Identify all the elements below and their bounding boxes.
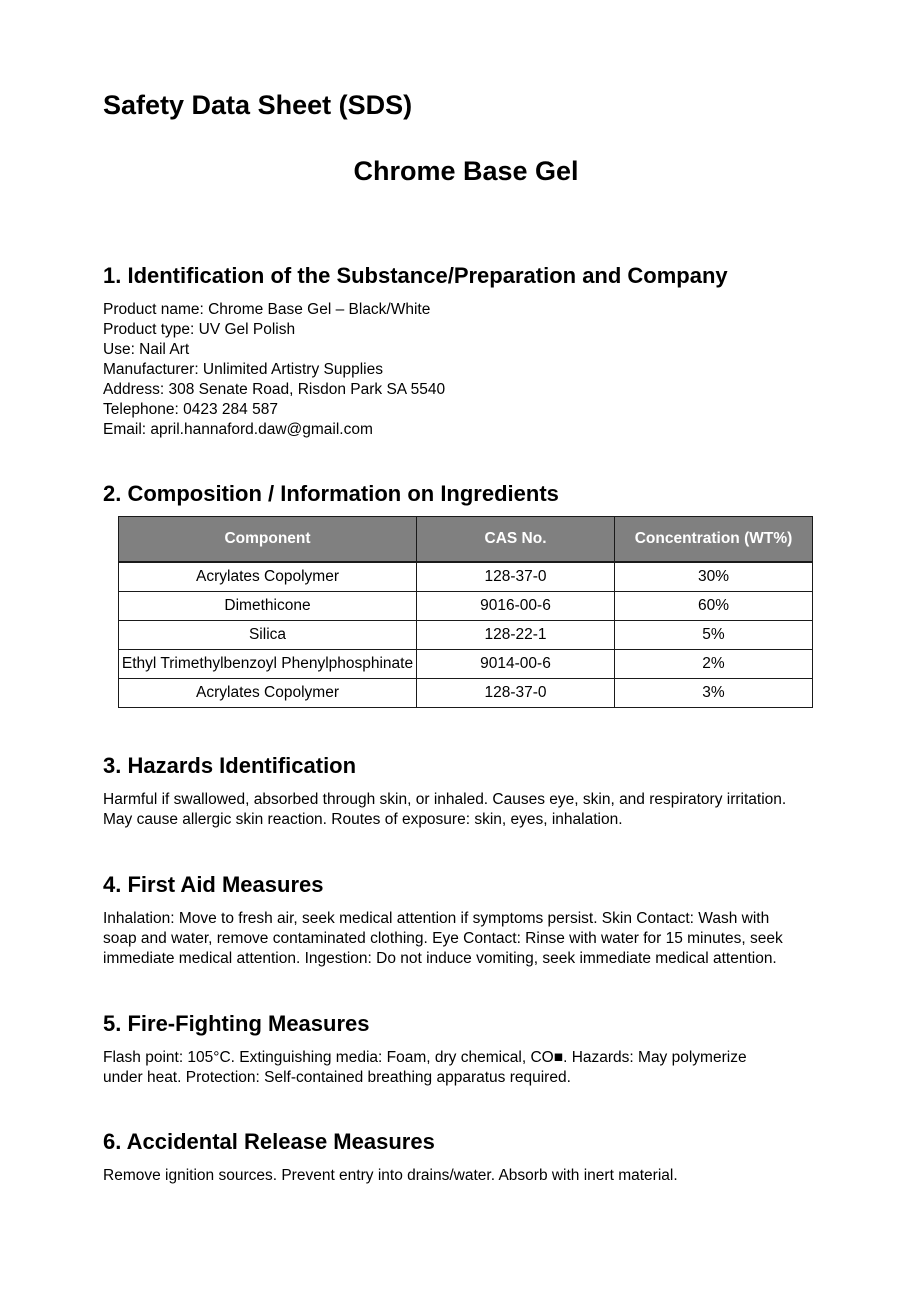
email-line: Email: april.hannaford.daw@gmail.com [103,421,373,438]
component-cell: Dimethicone [119,592,417,621]
text-line: Remove ignition sources. Prevent entry into drains/water. Absorb with inert material. [103,1167,678,1184]
ingredients-table [118,516,813,708]
product-type-line: Product type: UV Gel Polish [103,321,296,338]
accidental-release-text [103,1166,843,1186]
concentration-cell: 5% [615,621,813,650]
table-row [119,679,813,708]
first-aid-text [103,909,843,969]
use-line: Use: Nail Art [103,341,190,358]
column-header-cas: CAS No. [417,517,615,562]
table-row [119,621,813,650]
cas-cell: 128-37-0 [417,563,615,592]
section-heading: 6. Accidental Release Measures [103,1129,435,1154]
text-line: soap and water, remove contaminated clothing. Eye Contact: Rinse with water for 15 minutes, seek [103,930,783,947]
section-heading: 5. Fire-Fighting Measures [103,1011,370,1036]
manufacturer-line: Manufacturer: Unlimited Artistry Supplies [103,361,383,378]
component-cell-text: Ethyl Trimethylbenzoyl Phenylphosphinate [121,655,414,672]
text-line: immediate medical attention. Ingestion: Do not induce vomiting, seek immediate medical attention. [103,950,777,967]
cas-cell: 9016-00-6 [417,592,615,621]
concentration-cell: 3% [615,679,813,708]
section-identification [103,263,843,440]
fire-fighting-text [103,1048,843,1088]
section-heading: 3. Hazards Identification [103,753,357,778]
text-line: May cause allergic skin reaction. Routes of exposure: skin, eyes, inhalation. [103,811,623,828]
section-hazards [103,753,843,830]
identification-details [103,300,843,440]
document-title: Safety Data Sheet (SDS) [103,90,413,120]
section-heading: 4. First Aid Measures [103,872,324,897]
telephone-line: Telephone: 0423 284 587 [103,401,278,418]
product-name-line: Product name: Chrome Base Gel – Black/White [103,301,431,318]
table-row [119,592,813,621]
section-first-aid [103,872,843,969]
text-line: Harmful if swallowed, absorbed through skin, or inhaled. Causes eye, skin, and respiratory irritation. [103,791,787,808]
text-line: Flash point: 105°C. Extinguishing media: Foam, dry chemical, CO■. Hazards: May polymerize [103,1049,747,1066]
section-composition [103,481,843,507]
column-header-component: Component [119,517,417,562]
section-heading: 2. Composition / Information on Ingredients [103,481,559,506]
table-header-row [119,517,813,562]
cas-cell: 128-22-1 [417,621,615,650]
text-line: under heat. Protection: Self-contained breathing apparatus required. [103,1069,571,1086]
cas-cell: 9014-00-6 [417,650,615,679]
section-heading: 1. Identification of the Substance/Preparation and Company [103,263,728,288]
table-row [119,563,813,592]
component-cell: Silica [119,621,417,650]
concentration-cell: 2% [615,650,813,679]
component-cell: Acrylates Copolymer [119,679,417,708]
table-row [119,650,813,679]
address-line: Address: 308 Senate Road, Risdon Park SA 5540 [103,381,446,398]
component-cell [119,650,417,679]
hazards-text [103,790,843,830]
component-cell: Acrylates Copolymer [119,563,417,592]
concentration-cell: 30% [615,563,813,592]
section-accidental-release [103,1129,843,1186]
concentration-cell: 60% [615,592,813,621]
cas-cell: 128-37-0 [417,679,615,708]
section-fire-fighting [103,1011,843,1088]
product-title: Chrome Base Gel [353,156,579,186]
column-header-concentration: Concentration (WT%) [615,517,813,562]
text-line: Inhalation: Move to fresh air, seek medical attention if symptoms persist. Skin Contact: Wash with [103,910,770,927]
